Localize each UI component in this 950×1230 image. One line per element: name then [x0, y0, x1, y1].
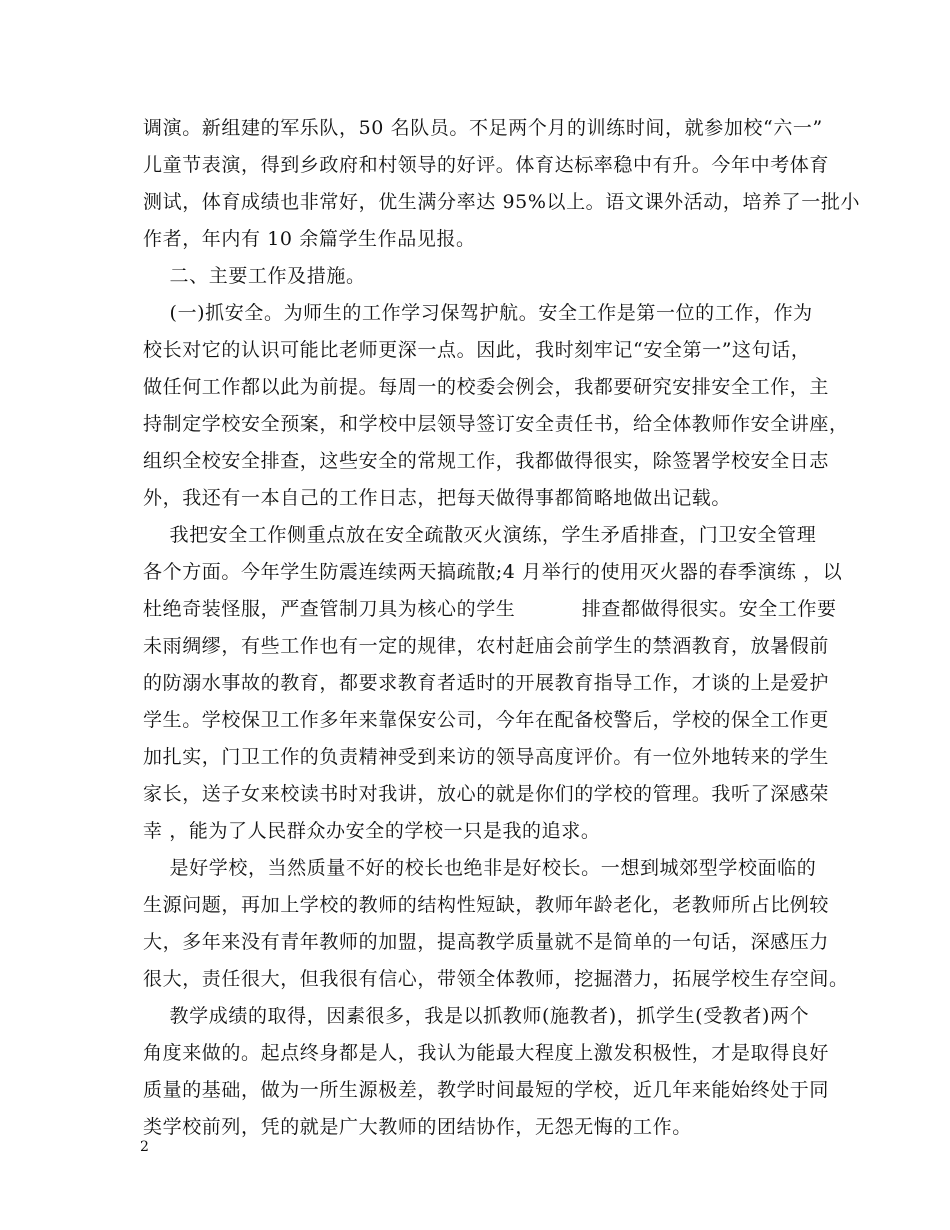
text-line: 学生。学校保卫工作多年来靠保安公司，今年在配备校警后，学校的保全工作更 — [143, 709, 830, 731]
text-line: 作者，年内有 10 余篇学生作品见报。 — [143, 228, 476, 250]
section-heading: 二、主要工作及措施。 — [143, 265, 366, 287]
text-line: 各个方面。今年学生防震连续两天搞疏散;4 月举行的使用灭火器的春季演练 ，以 — [143, 561, 843, 583]
text-line: 杜绝奇装怪服，严查管制刀具为核心的学生 排查都做得很实。安全工作要 — [143, 598, 837, 620]
text-line: 家长，送子女来校读书时对我讲，放心的就是你们的学校的管理。我听了深感荣 — [143, 783, 830, 805]
text-line: 儿童节表演，得到乡政府和村领导的好评。体育达标率稳中有升。今年中考体育 — [143, 154, 830, 176]
text-line: 调演。新组建的军乐队，50 名队员。不足两个月的训练时间，就参加校“六一” — [143, 117, 823, 139]
text-line: 校长对它的认识可能比老师更深一点。因此，我时刻牢记“安全第一”这句话， — [143, 339, 811, 361]
text-line: 幸 ，能为了人民群众办安全的学校一只是我的追求。 — [143, 820, 601, 842]
text-line: 未雨绸缪，有些工作也有一定的规律，农村赶庙会前学生的禁酒教育，放暑假前 — [143, 635, 830, 657]
text-line: 组织全校安全排查，这些安全的常规工作，我都做得很实，除签署学校安全日志 — [143, 450, 830, 472]
text-line: 角度来做的。起点终身都是人，我认为能最大程度上激发积极性，才是取得良好 — [143, 1042, 830, 1064]
text-line: 类学校前列，凭的就是广大教师的团结协作，无怨无悔的工作。 — [143, 1116, 692, 1138]
page-number: 2 — [140, 1139, 149, 1155]
text-line: 很大，责任很大，但我很有信心，带领全体教师，挖掘潜力，拓展学校生存空间。 — [143, 968, 849, 990]
text-line: 的防溺水事故的教育，都要求教育者适时的开展教育指导工作，才谈的上是爱护 — [143, 672, 830, 694]
text-line: 加扎实，门卫工作的负责精神受到来访的领导高度评价。有一位外地转来的学生 — [143, 746, 830, 768]
text-line: 持制定学校安全预案，和学校中层领导签订安全责任书，给全体教师作安全讲座， — [143, 413, 849, 435]
text-line: (一)抓安全。为师生的工作学习保驾护航。安全工作是第一位的工作，作为 — [143, 302, 813, 324]
text-line: 质量的基础，做为一所生源极差，教学时间最短的学校，近几年来能始终处于同 — [143, 1079, 830, 1101]
text-line: 我把安全工作侧重点放在安全疏散灭火演练，学生矛盾排查，门卫安全管理 — [143, 524, 817, 546]
text-line: 是好学校，当然质量不好的校长也绝非是好校长。一想到城郊型学校面临的 — [143, 857, 817, 879]
text-line: 生源问题，再加上学校的教师的结构性短缺，教师年龄老化，老教师所占比例较 — [143, 894, 830, 916]
text-line: 测试，体育成绩也非常好，优生满分率达 95%以上。语文课外活动，培养了一批小 — [143, 191, 861, 213]
text-line: 做任何工作都以此为前提。每周一的校委会例会，我都要研究安排安全工作，主 — [143, 376, 830, 398]
text-line: 大，多年来没有青年教师的加盟，提高教学质量就不是简单的一句话，深感压力 — [143, 931, 830, 953]
text-line: 教学成绩的取得，因素很多，我是以抓教师(施教者)，抓学生(受教者)两个 — [143, 1005, 810, 1027]
text-line: 外，我还有一本自己的工作日志，把每天做得事都简略地做出记载。 — [143, 487, 732, 509]
